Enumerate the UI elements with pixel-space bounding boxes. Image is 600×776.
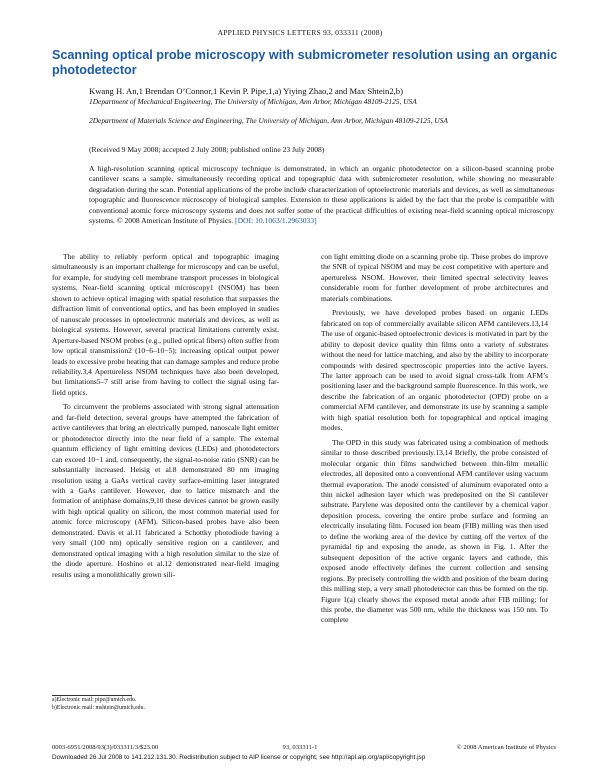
affiliation-2: 2Department of Materials Science and Engineering, The University of Michigan, Ann Arbor, Michigan 48109-2125, USA (89, 116, 448, 125)
footer-issn: 0003-6951/2008/93(3)/033311/3/$23.00 (52, 744, 159, 751)
body-paragraph: The ability to reliably perform optical and topographic imaging simultaneously is an important challenge for microscopy and can be useful, for example, for studying cell membrane transport processes in biological systems. Near-field scanning optical microscopy1 (NSOM) has been shown to achieve optical imaging with spatial resolution that surpasses the diffraction limit of conventional optics, and has been employed in studies of nanoscale processes in optoelectronic materials and devices, as well as biological systems. However, several practical limitations currently exist. Aperture-based NSOM probes (e.g., pulled optical fibers) often suffer from low optical transmission2 (10−6–10−5); increasing optical output power leads to excessive probe heating that can damage samples and reduce probe reliability.3,4 Apertureless NSOM techniques have also been developed, but limitations5–7 still arise from having to collect the signal using far-field optics. (52, 252, 279, 397)
footer-copyright: © 2008 American Institute of Physics (456, 744, 556, 751)
body-paragraph: Previously, we have developed probes based on organic LEDs fabricated on top of commercially available silicon AFM cantilevers.13,14 The use of organic-based optoelectronic devices is motivated in part by the ability to deposit device quality thin films onto a variety of substrates without the need for lattice matching, and also by the ability to incorporate compounds with desired spectroscopic properties into the active layers. The latter approach can be used to avoid signal cross-talk from AFM’s positioning laser and the background sample fluorescence. In this work, we describe the fabrication of an organic photodetector (OPD) probe on a commercial AFM cantilever, and demonstrate its use by scanning a sample with high spatial resolution both for topographical and optical imaging modes. (321, 308, 548, 433)
body-paragraph: The OPD in this study was fabricated using a combination of methods similar to those described previously.13,14 Briefly, the probe consisted of molecular organic thin films sandwiched between thin-film metallic electrodes, all deposited onto a conventional AFM cantilever using vacuum thermal evaporation. The anode consisted of aluminum evaporated onto a thin nickel adhesion layer which was predeposited on the Si cantilever substrate. Parylene was deposited onto the cantilever by a chemical vapor deposition process, covering the entire probe surface and forming an electrically insulating film. Focused ion beam (FIB) milling was then used to define the working area of the device by cutting off the vertex of the pyramidal tip and exposing the anode, as shown in Fig. 1. After the subsequent deposition of the active organic layers and cathode, this exposed anode effectively defines the current collection and sensing regions. By precisely controlling the width and position of the beam during this milling step, a very small photodetector can thus be formed on the tip. Figure 1(a) clearly shows the exposed metal anode after FIB milling; for this probe, the diameter was 500 nm, while the thickness was 150 nm. To complete (321, 437, 548, 625)
abstract-text: A high-resolution scanning optical microscopy technique is demonstrated, in which an organic photodetector on a silicon-based scanning probe cantilever scans a sample, simultaneously recording optical and topographic data with submicrometer resolution, while showing no measurable degradation during the scan. Potential applications of the probe include characterization of optoelectronic materials and devices, as well as simultaneous topographic and fluorescence microscopy of biological samples. Extension to these applications is aided by the fact that the probe is compatible with conventional atomic force microscopy systems and does not suffer some of the practical difficulties of existing near-field scanning optical microscopy systems. © 2008 American Institute of Physics. (89, 164, 554, 226)
abstract-doi-link[interactable]: [DOI: 10.1063/1.2963033] (235, 216, 317, 226)
paper-title: Scanning optical probe microscopy with submicrometer resolution using an organic photodetector (52, 48, 558, 77)
publication-dates: (Received 9 May 2008; accepted 2 July 2008; published online 23 July 2008) (89, 145, 325, 154)
author-list: Kwang H. An,1 Brendan O’Connor,1 Kevin P. Pipe,1,a) Yiying Zhao,2 and Max Shtein2,b) (89, 86, 403, 96)
body-paragraph: To circumvent the problems associated with strong signal attenuation and far-field detection, several groups have attempted the fabrication of active cantilevers that bring an electrically pumped, nanoscale light emitter or photodetector directly into the near field of a sample. The external quantum efficiency of light emitting devices (LEDs) and photodetectors can exceed 10−1 and, consequently, the signal-to-noise ratio (SNR) can be substantially increased. Heisig et al.8 demonstrated 80 nm imaging resolution using a GaAs vertical cavity surface-emitting laser integrated with a GaAs cantilever. However, due to lattice mismatch and the formation of antiphase domains,9,10 these devices cannot be grown easily with high optical quality on silicon, the most common material used for atomic force microscopy (AFM). Silicon-based probes have also been demonstrated. Davis et al.11 fabricated a Schottky photodiode having a very small (100 nm) optically sensitive region on a cantilever, and demonstrated optical imaging with a high resolution similar to the size of the diode aperture. Hoshino et al.12 demonstrated near-field imaging results using a monolithically grown sili- (52, 402, 279, 579)
left-column (52, 252, 279, 580)
footnotes (52, 697, 252, 712)
footnote-divider (52, 695, 132, 696)
abstract (89, 164, 554, 226)
right-column (321, 252, 548, 626)
affiliation-1: 1Department of Mechanical Engineering, The University of Michigan, Ann Arbor, Michigan 48109-2125, USA (89, 97, 417, 106)
body-paragraph: con light emitting diode on a scanning probe tip. These probes do improve the SNR of typical NSOM and may be cost competitive with aperture and apertureless NSOM. However, their limited spectral selectivity leaves considerable room for further development of probe architectures and materials combinations. (321, 252, 548, 303)
footnote-b: b)Electronic mail: mshtein@umich.edu. (52, 704, 145, 711)
footer-page-number: 93, 033311-1 (282, 744, 318, 751)
download-notice: Downloaded 26 Jul 2008 to 141.212.131.30. Redistribution subject to AIP license or copyright; see http://apl.aip.org/apl/copyright.jsp (52, 754, 426, 761)
footnote-a: a)Electronic mail: pipe@umich.edu. (52, 697, 137, 703)
running-head: APPLIED PHYSICS LETTERS 93, 033311 (2008) (217, 28, 383, 37)
